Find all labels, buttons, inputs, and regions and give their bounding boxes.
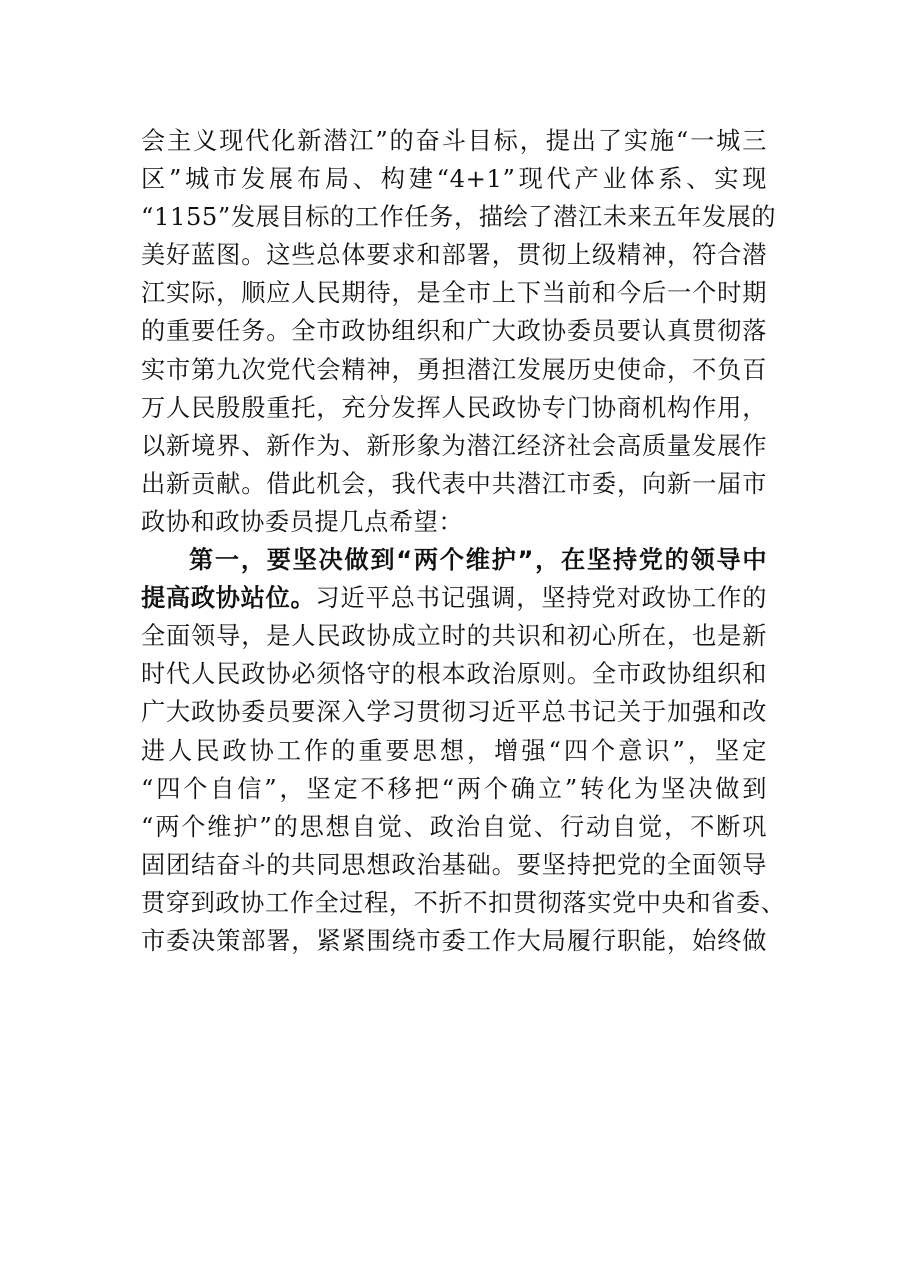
text-line: 固团结奋斗的共同思想政治基础。要坚持把党的全面领导 (141, 850, 767, 879)
text-line: 全面领导，是人民政协成立时的共识和初心所在，也是新 (141, 622, 767, 651)
text-line: 江实际，顺应人民期待，是全市上下当前和今后一个时期 (141, 279, 767, 308)
text-line (141, 579, 767, 617)
text-line: 会主义现代化新潜江”的奋斗目标，提出了实施“一城三 (141, 127, 767, 155)
text-line: 美好蓝图。这些总体要求和部署，贯彻上级精神，符合潜 (141, 241, 767, 270)
text-line: 广大政协委员要深入学习贯彻习近平总书记关于加强和改 (141, 698, 767, 727)
text-line: 的重要任务。全市政协组织和广大政协委员要认真贯彻落 (141, 317, 767, 346)
body-text (141, 122, 786, 960)
text-line: 时代人民政协必须恪守的根本政治原则。全市政协组织和 (141, 660, 767, 689)
text-line: 政协和政协委员提几点希望： (141, 507, 464, 536)
text-line: “四个自信”，坚定不移把“两个确立”转化为坚决做到 (141, 774, 767, 803)
section-heading: 第一，要坚决做到“两个维护”，在坚持党的领导中 (189, 546, 767, 575)
text-line: 实市第九次党代会精神，勇担潜江发展历史使命，不负百 (141, 355, 767, 384)
text-line: “1155”发展目标的工作任务，描绘了潜江未来五年发展的 (141, 203, 777, 232)
text-line: 出新贡献。借此机会，我代表中共潜江市委，向新一届市 (141, 469, 767, 498)
text-run: 习近平总书记强调，坚持党对政协工作的 (315, 584, 767, 613)
text-line: 以新境界、新作为、新形象为潜江经济社会高质量发展作 (141, 431, 767, 460)
text-line: 区”城市发展布局、构建“4+1”现代产业体系、实现 (141, 165, 767, 194)
text-line: 市委决策部署，紧紧围绕市委工作大局履行职能，始终做 (141, 926, 767, 955)
text-line: “两个维护”的思想自觉、政治自觉、行动自觉，不断巩 (141, 812, 767, 841)
section-heading-end: 提高政协站位。 (141, 584, 316, 613)
text-line: 万人民殷殷重托，充分发挥人民政协专门协商机构作用， (141, 393, 767, 422)
text-line: 进人民政协工作的重要思想，增强“四个意识”，坚定 (141, 736, 767, 765)
text-line: 贯穿到政协工作全过程，不折不扣贯彻落实党中央和省委、 (141, 888, 786, 917)
